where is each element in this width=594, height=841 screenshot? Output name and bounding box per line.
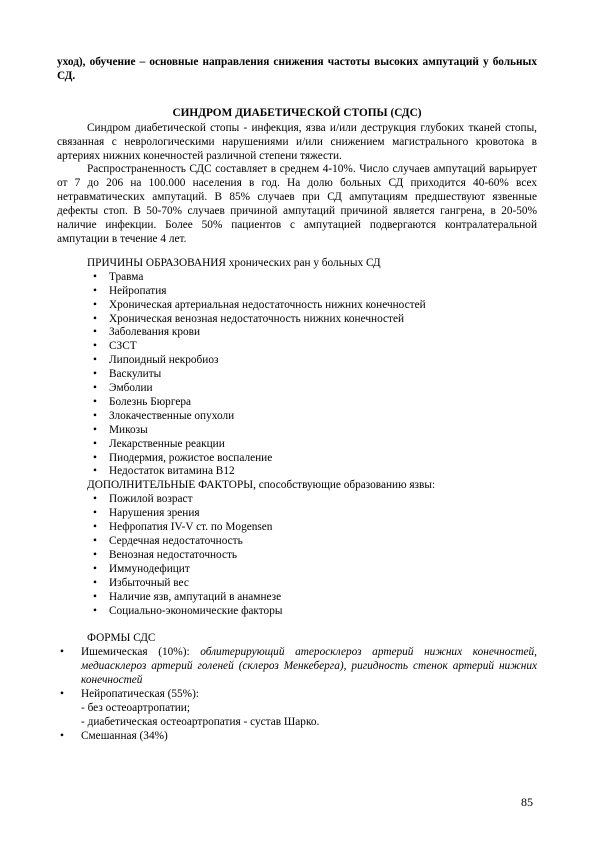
factors-list [57, 493, 537, 618]
list-item: • Нейропатия [93, 284, 167, 297]
list-item: • Хроническая венозная недостаточность нижних конечностей [93, 312, 405, 325]
ischemic-details: облитерирующий атеросклероз артерий нижних конечностей, медиасклероз артерий голеней (склероз Менкеберга), ригидность стенок артерий нижних конечностей [81, 646, 538, 687]
list-item: • Нефропатия IV-V ст. по Mogensen [93, 521, 273, 534]
sub-item: - диабетическая остеоартропатия - сустав Шарко. [81, 715, 320, 728]
bullet-icon: • [93, 284, 97, 297]
bullet-icon: • [93, 604, 97, 617]
list-item: • Венозная недостаточность [93, 548, 238, 561]
list-item [57, 730, 537, 744]
bullet-icon: • [93, 340, 97, 353]
factors-title: ДОПОЛНИТЕЛЬНЫЕ ФАКТОРЫ, способствующие образованию язвы: [87, 479, 436, 492]
list-item: • Пиодермия, рожистое воспаление [93, 451, 273, 464]
list-item: • Нарушения зрения [93, 507, 200, 520]
list-item [57, 646, 537, 688]
forms-list [57, 646, 537, 743]
list-item: • Хроническая артериальная недостаточность нижних конечностей [93, 298, 426, 311]
forms-title: ФОРМЫ СДС [87, 632, 156, 645]
list-item: • Социально-экономические факторы [93, 604, 283, 617]
list-item: • Сердечная недостаточность [93, 535, 243, 547]
bullet-icon: • [93, 507, 97, 520]
section-heading: СИНДРОМ ДИАБЕТИЧЕСКОЙ СТОПЫ (СДС) [172, 106, 422, 119]
sub-item: - без остеоартропатии; [81, 701, 190, 714]
bullet-icon: • [93, 298, 97, 311]
list-item: • Лекарственные реакции [93, 437, 225, 450]
list-item: • Эмболии [93, 382, 153, 395]
bullet-icon: • [93, 437, 97, 450]
bullet-icon: • [93, 535, 97, 547]
list-item: • Болезнь Бюргера [93, 395, 191, 408]
bullet-icon: • [93, 368, 97, 381]
document-page [57, 56, 537, 744]
definition-paragraph: Синдром диабетической стопы - инфекция, язва и/или деструкция глубоких тканей стопы, связанная с неврологическими нарушениями и/или снижением магистрального кровотока в артериях нижних конечностей различной степени тяжести. [57, 121, 537, 162]
bullet-icon: • [93, 548, 97, 561]
bullet-icon: • [93, 270, 97, 283]
ischemic-form: Ишемическая (10%): облитерирующий атеросклероз артерий нижних конечностей, медиасклероз артерий голеней (склероз Менкеберга), ригидность стенок артерий нижних конечностей [81, 646, 538, 687]
bullet-icon: • [93, 562, 97, 575]
list-item: • Наличие язв, ампутаций в анамнезе [93, 590, 282, 603]
bullet-icon: • [60, 646, 64, 659]
bullet-icon: • [93, 312, 97, 325]
list-item: • Липоидный некробиоз [93, 354, 219, 367]
bullet-icon: • [93, 354, 97, 367]
list-item: • Заболевания крови [93, 326, 201, 339]
bullet-icon: • [93, 590, 97, 603]
list-item: • Пожилой возраст [93, 493, 193, 506]
bullet-icon: • [93, 493, 97, 506]
causes-title: ПРИЧИНЫ ОБРАЗОВАНИЯ хронических ран у больных СД [87, 256, 381, 269]
list-item: • Иммунодефицит [93, 562, 190, 575]
bullet-icon: • [93, 409, 97, 422]
neuropathic-form: Нейропатическая (55%): [81, 688, 199, 701]
list-item: • Микозы [93, 423, 148, 436]
list-item: • Васкулиты [93, 368, 162, 381]
bullet-icon: • [93, 465, 97, 478]
list-item: • Недостаток витамина В12 [93, 465, 235, 478]
prevalence-paragraph: Распространенность СДС составляет в среднем 4-10%. Число случаев ампутаций варьирует от 7 до 206 на 100.000 населения в год. На долю больных СД приходится 40-60% всех нетравматических ампутаций. В 85% случаев при СД ампутациям предшествуют язвенные дефекты стоп. В 50-70% случаев причиной ампутаций причиной является гангрена, в 20-50% наличие инфекции. Более 50% пациентов с ампутацией подвергаются контралатеральной ампутации в течение 4 лет. [57, 163, 537, 245]
bullet-icon: • [93, 395, 97, 408]
list-item [57, 688, 537, 730]
bullet-icon: • [93, 382, 97, 395]
bullet-icon: • [93, 451, 97, 464]
intro-text: уход), обучение – основные направления снижения частоты высоких ампутаций у больных СД. [57, 56, 537, 82]
list-item: • СЗСТ [93, 340, 137, 353]
list-item: • Травма [93, 270, 144, 283]
causes-list [57, 271, 537, 480]
list-item: • Избыточный вес [93, 576, 189, 589]
mixed-form: Смешанная (34%) [81, 729, 168, 742]
bullet-icon: • [93, 576, 97, 589]
bullet-icon: • [93, 326, 97, 339]
bullet-icon: • [93, 521, 97, 534]
page-number: 85 [521, 795, 533, 809]
list-item: • Злокачественные опухоли [93, 409, 235, 422]
bullet-icon: • [60, 729, 64, 742]
bullet-icon: • [60, 688, 64, 701]
bullet-icon: • [93, 423, 97, 436]
